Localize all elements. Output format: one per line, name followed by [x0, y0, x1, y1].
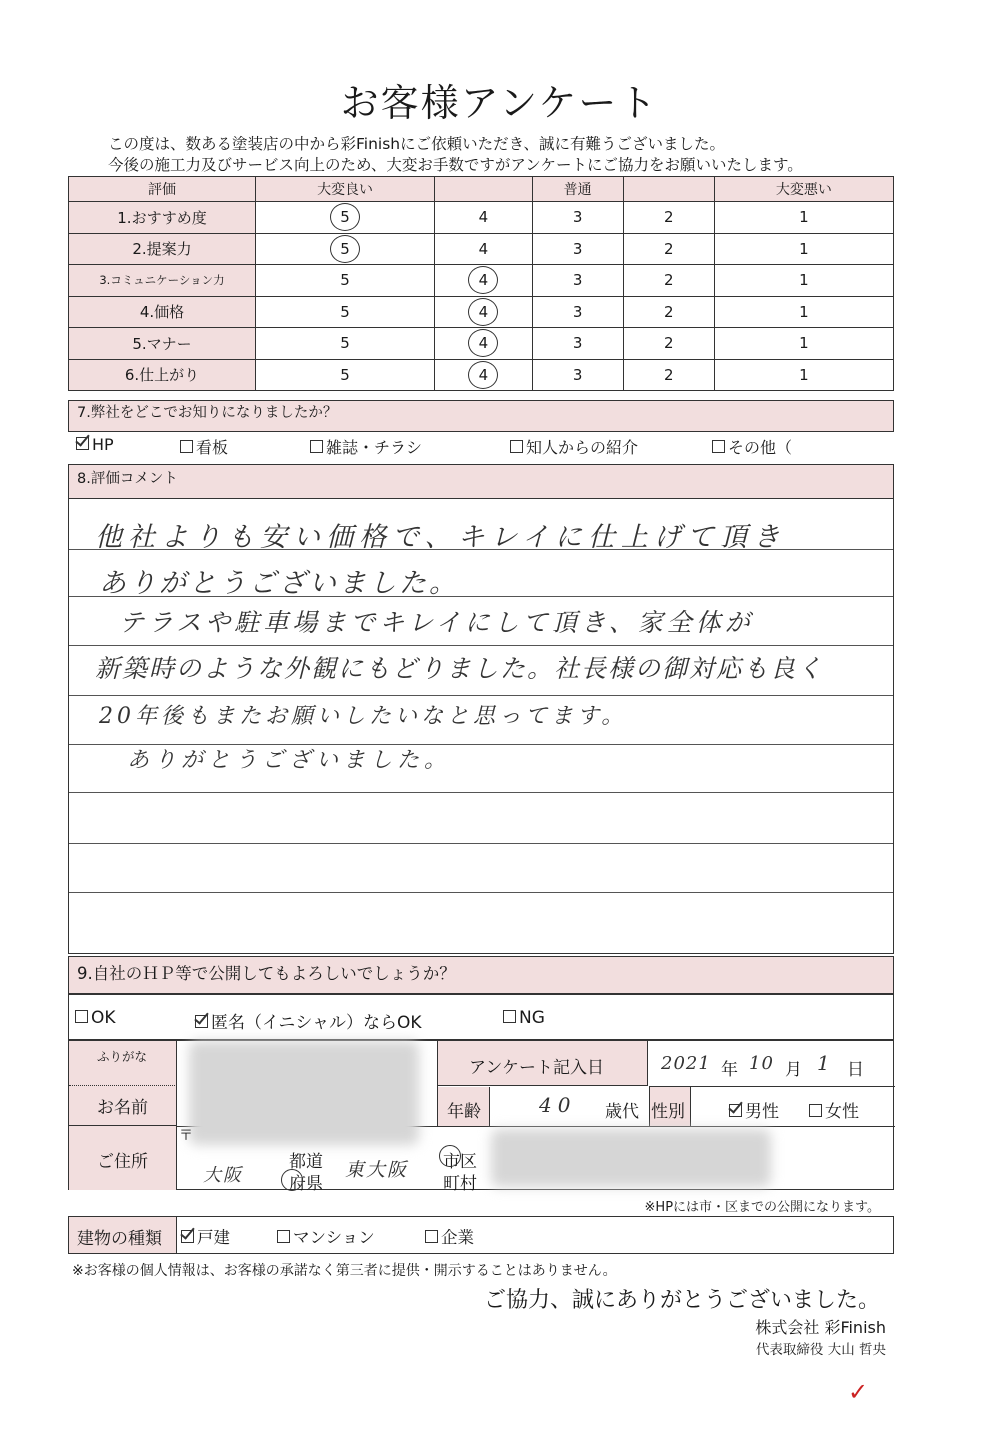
q7-option-label: 知人からの紹介 — [526, 438, 639, 457]
checkbox-icon[interactable] — [729, 1104, 742, 1117]
q9-options — [68, 994, 894, 1040]
date-year-unit: 年 — [721, 1060, 738, 1080]
comment-line-2: ありがとうございました。 — [99, 568, 459, 599]
rating-cell[interactable] — [623, 328, 714, 360]
q7-question: 7.弊社をどこでお知りになりましたか？ — [68, 400, 894, 432]
rating-cell[interactable] — [532, 202, 623, 234]
rating-cell[interactable] — [532, 359, 623, 391]
rating-value: 1 — [799, 208, 809, 227]
building-label: 建物の種類 — [77, 1229, 162, 1249]
rating-cell[interactable] — [623, 202, 714, 234]
rating-row-label: 2.提案力 — [69, 233, 256, 265]
rating-header-5: 大変良い — [256, 177, 435, 202]
rating-cell[interactable] — [623, 233, 714, 265]
rating-cell[interactable] — [256, 359, 435, 391]
rating-selected-value: 4 — [468, 298, 498, 326]
rating-row-label: 3.コミュニケーション力 — [69, 265, 256, 297]
building-option-label: マンション — [293, 1228, 375, 1247]
ceo-name: 代表取締役 大山 哲央 — [755, 1342, 886, 1358]
intro-line-1: この度は、数ある塗装店の中から彩Finishにご依頼いただき、誠に有難うございました。 — [108, 135, 726, 153]
rating-value: 3 — [572, 208, 583, 227]
building-option-house[interactable] — [181, 1224, 230, 1248]
q7-option-referral[interactable] — [510, 435, 638, 458]
gender-female[interactable] — [809, 1097, 859, 1122]
q7-option-label: HP — [92, 435, 114, 454]
rating-selected-value: 4 — [468, 361, 498, 389]
pref-unit-top: 都道 — [289, 1152, 323, 1172]
q7-option-label: 雑誌・チラシ — [326, 438, 423, 457]
rating-selected-value: 5 — [330, 235, 360, 263]
q7-option-other[interactable] — [712, 435, 792, 458]
rating-row-label: 1.おすすめ度 — [69, 202, 256, 234]
rating-cell[interactable] — [435, 265, 532, 297]
rating-value: 3 — [572, 271, 583, 290]
date-month-unit: 月 — [785, 1060, 802, 1080]
checkbox-icon[interactable] — [503, 1010, 516, 1023]
q7-option-label: その他（ — [728, 438, 793, 457]
q9-option-ok[interactable] — [75, 1008, 116, 1028]
q9-option-label: NG — [519, 1008, 545, 1028]
gender-male[interactable] — [729, 1097, 779, 1122]
name-label: お名前 — [97, 1098, 148, 1118]
rating-header-row — [69, 177, 894, 202]
date-day-unit: 日 — [847, 1060, 864, 1080]
rating-row-label: 6.仕上がり — [69, 359, 256, 391]
checkbox-icon[interactable] — [510, 440, 523, 453]
rating-value: 5 — [340, 271, 350, 290]
comment-box[interactable] — [68, 498, 894, 954]
rating-cell[interactable] — [256, 233, 435, 265]
rating-value: 3 — [572, 302, 583, 321]
rating-cell[interactable] — [623, 265, 714, 297]
rating-header-2 — [623, 177, 714, 202]
prefecture-circle — [281, 1169, 303, 1191]
rating-cell[interactable] — [435, 359, 532, 391]
age-value: 40 — [539, 1093, 577, 1117]
rating-row-label: 5.マナー — [69, 328, 256, 360]
rating-row — [69, 296, 894, 328]
city-circle — [439, 1145, 461, 1167]
publication-note: ※HPには市・区までの公開になります。 — [644, 1200, 880, 1215]
rating-selected-value: 4 — [468, 329, 498, 357]
gender-label: 性別 — [651, 1102, 685, 1122]
checkbox-icon[interactable] — [180, 440, 193, 453]
rating-table — [68, 176, 894, 391]
rating-cell[interactable] — [532, 328, 623, 360]
date-year: 2021 — [661, 1053, 711, 1074]
page-title: お客様アンケート — [340, 81, 659, 125]
rating-selected-value: 4 — [468, 266, 498, 294]
intro-line-2: 今後の施工力及びサービス向上のため、大変お手数ですがアンケートにご協力をお願いいたします。 — [108, 156, 803, 174]
city-unit-top: 市区 — [443, 1152, 477, 1172]
thanks-message: ご協力、誠にありがとうございました。 — [483, 1288, 880, 1313]
rating-cell[interactable] — [256, 202, 435, 234]
rating-cell[interactable] — [714, 359, 893, 391]
company-name: 株式会社 彩Finish — [755, 1318, 886, 1337]
age-label: 年齢 — [447, 1102, 481, 1122]
privacy-note: ※お客様の個人情報は、お客様の承諾なく第三者に提供・開示することはありません。 — [72, 1263, 617, 1279]
postal-mark: 〒 — [179, 1128, 193, 1144]
q7-option-label: 看板 — [196, 438, 229, 457]
rating-cell[interactable] — [435, 328, 532, 360]
rating-row — [69, 202, 894, 234]
checkbox-icon[interactable] — [195, 1015, 208, 1028]
rating-cell[interactable] — [714, 296, 893, 328]
redacted-name — [189, 1041, 419, 1145]
q7-option-magazine[interactable] — [310, 435, 422, 458]
q7-option-signboard[interactable] — [180, 435, 228, 458]
check-mark-icon: ✓ — [848, 1378, 869, 1406]
rating-value: 2 — [663, 271, 674, 290]
rating-row — [69, 359, 894, 391]
rating-value: 1 — [799, 302, 809, 321]
rating-value: 3 — [572, 239, 583, 258]
building-option-company[interactable] — [425, 1224, 474, 1248]
rating-cell[interactable] — [714, 328, 893, 360]
q7-options — [68, 431, 894, 464]
rating-cell[interactable] — [256, 328, 435, 360]
rating-cell[interactable] — [532, 233, 623, 265]
rating-row — [69, 233, 894, 265]
q9-option-anonymous[interactable] — [195, 1008, 422, 1033]
building-option-label: 戸建 — [197, 1228, 230, 1247]
rating-row — [69, 265, 894, 297]
prefecture-value: 大阪 — [203, 1165, 243, 1186]
rating-value: 2 — [663, 365, 674, 384]
age-unit: 歳代 — [605, 1102, 639, 1122]
rating-cell[interactable] — [435, 233, 532, 265]
rating-cell[interactable] — [714, 233, 893, 265]
gender-option-label: 男性 — [745, 1102, 779, 1122]
rating-cell[interactable] — [714, 265, 893, 297]
customer-info — [68, 1040, 894, 1194]
city-value: 東大阪 — [345, 1159, 409, 1181]
gender-option-label: 女性 — [825, 1102, 859, 1122]
rating-value: 2 — [663, 302, 674, 321]
rating-cell[interactable] — [532, 265, 623, 297]
rating-cell[interactable] — [532, 296, 623, 328]
checkbox-icon[interactable] — [75, 1010, 88, 1023]
q8-question: 8.評価コメント — [68, 464, 894, 499]
building-type — [68, 1216, 894, 1254]
comment-line-5: 20年後もまたお願いしたいなと思ってます。 — [99, 704, 628, 729]
q9-question: 9.自社のＨＰ等で公開してもよろしいでしょうか？ — [68, 956, 894, 994]
rating-value: 5 — [340, 334, 350, 353]
rating-header-label: 評価 — [69, 177, 256, 202]
rating-value: 2 — [663, 334, 674, 353]
survey-date-label: アンケート記入日 — [469, 1058, 604, 1078]
comment-line-4: 新築時のような外観にもどりました。社長様の御対応も良く — [95, 654, 825, 683]
pref-unit-bottom: 府県 — [289, 1174, 323, 1194]
comment-line-6: ありがとうございました。 — [127, 748, 452, 773]
rating-value: 2 — [663, 208, 674, 227]
rating-value: 1 — [799, 239, 809, 258]
checkbox-icon[interactable] — [425, 1230, 438, 1243]
comment-line-1: 他社よりも安い価格で、キレイに仕上げて頂き — [95, 522, 786, 553]
rating-value: 3 — [572, 334, 583, 353]
q9-option-label: 匿名（イニシャル）ならOK — [211, 1013, 422, 1033]
rating-value: 5 — [340, 302, 350, 321]
rating-value: 1 — [799, 334, 809, 353]
date-day: 1 — [817, 1051, 836, 1075]
date-month: 10 — [749, 1053, 774, 1074]
rating-selected-value: 5 — [330, 203, 360, 231]
rating-header-3: 普通 — [532, 177, 623, 202]
rating-value: 1 — [799, 271, 809, 290]
checkbox-icon[interactable] — [76, 437, 89, 450]
rating-row-label: 4.価格 — [69, 296, 256, 328]
rating-row — [69, 328, 894, 360]
building-option-label: 企業 — [441, 1228, 474, 1247]
rating-cell[interactable] — [256, 265, 435, 297]
rating-cell[interactable] — [623, 359, 714, 391]
redacted-address — [491, 1129, 771, 1187]
rating-value: 3 — [572, 365, 583, 384]
checkbox-icon[interactable] — [277, 1230, 290, 1243]
rating-cell[interactable] — [435, 296, 532, 328]
checkbox-icon[interactable] — [310, 440, 323, 453]
rating-header-1: 大変悪い — [714, 177, 893, 202]
rating-value: 5 — [340, 365, 350, 384]
rating-value: 1 — [799, 365, 809, 384]
address-label: ご住所 — [97, 1152, 148, 1172]
rating-cell[interactable] — [435, 202, 532, 234]
rating-cell[interactable] — [714, 202, 893, 234]
rating-header-4 — [435, 177, 532, 202]
furigana-label: ふりがな — [97, 1049, 148, 1064]
comment-line-3: テラスや駐車場までキレイにして頂き、家全体が — [119, 608, 754, 637]
rating-cell[interactable] — [256, 296, 435, 328]
checkbox-icon[interactable] — [809, 1104, 822, 1117]
city-unit-bottom: 町村 — [443, 1174, 477, 1194]
q9-option-ng[interactable] — [503, 1008, 545, 1028]
q7-option-hp[interactable] — [76, 435, 114, 454]
rating-value: 2 — [663, 239, 674, 258]
rating-cell[interactable] — [623, 296, 714, 328]
checkbox-icon[interactable] — [712, 440, 725, 453]
rating-value: 4 — [478, 239, 489, 258]
q9-option-label: OK — [91, 1008, 116, 1028]
building-option-mansion[interactable] — [277, 1224, 375, 1248]
checkbox-icon[interactable] — [181, 1230, 194, 1243]
rating-value: 4 — [478, 208, 489, 227]
